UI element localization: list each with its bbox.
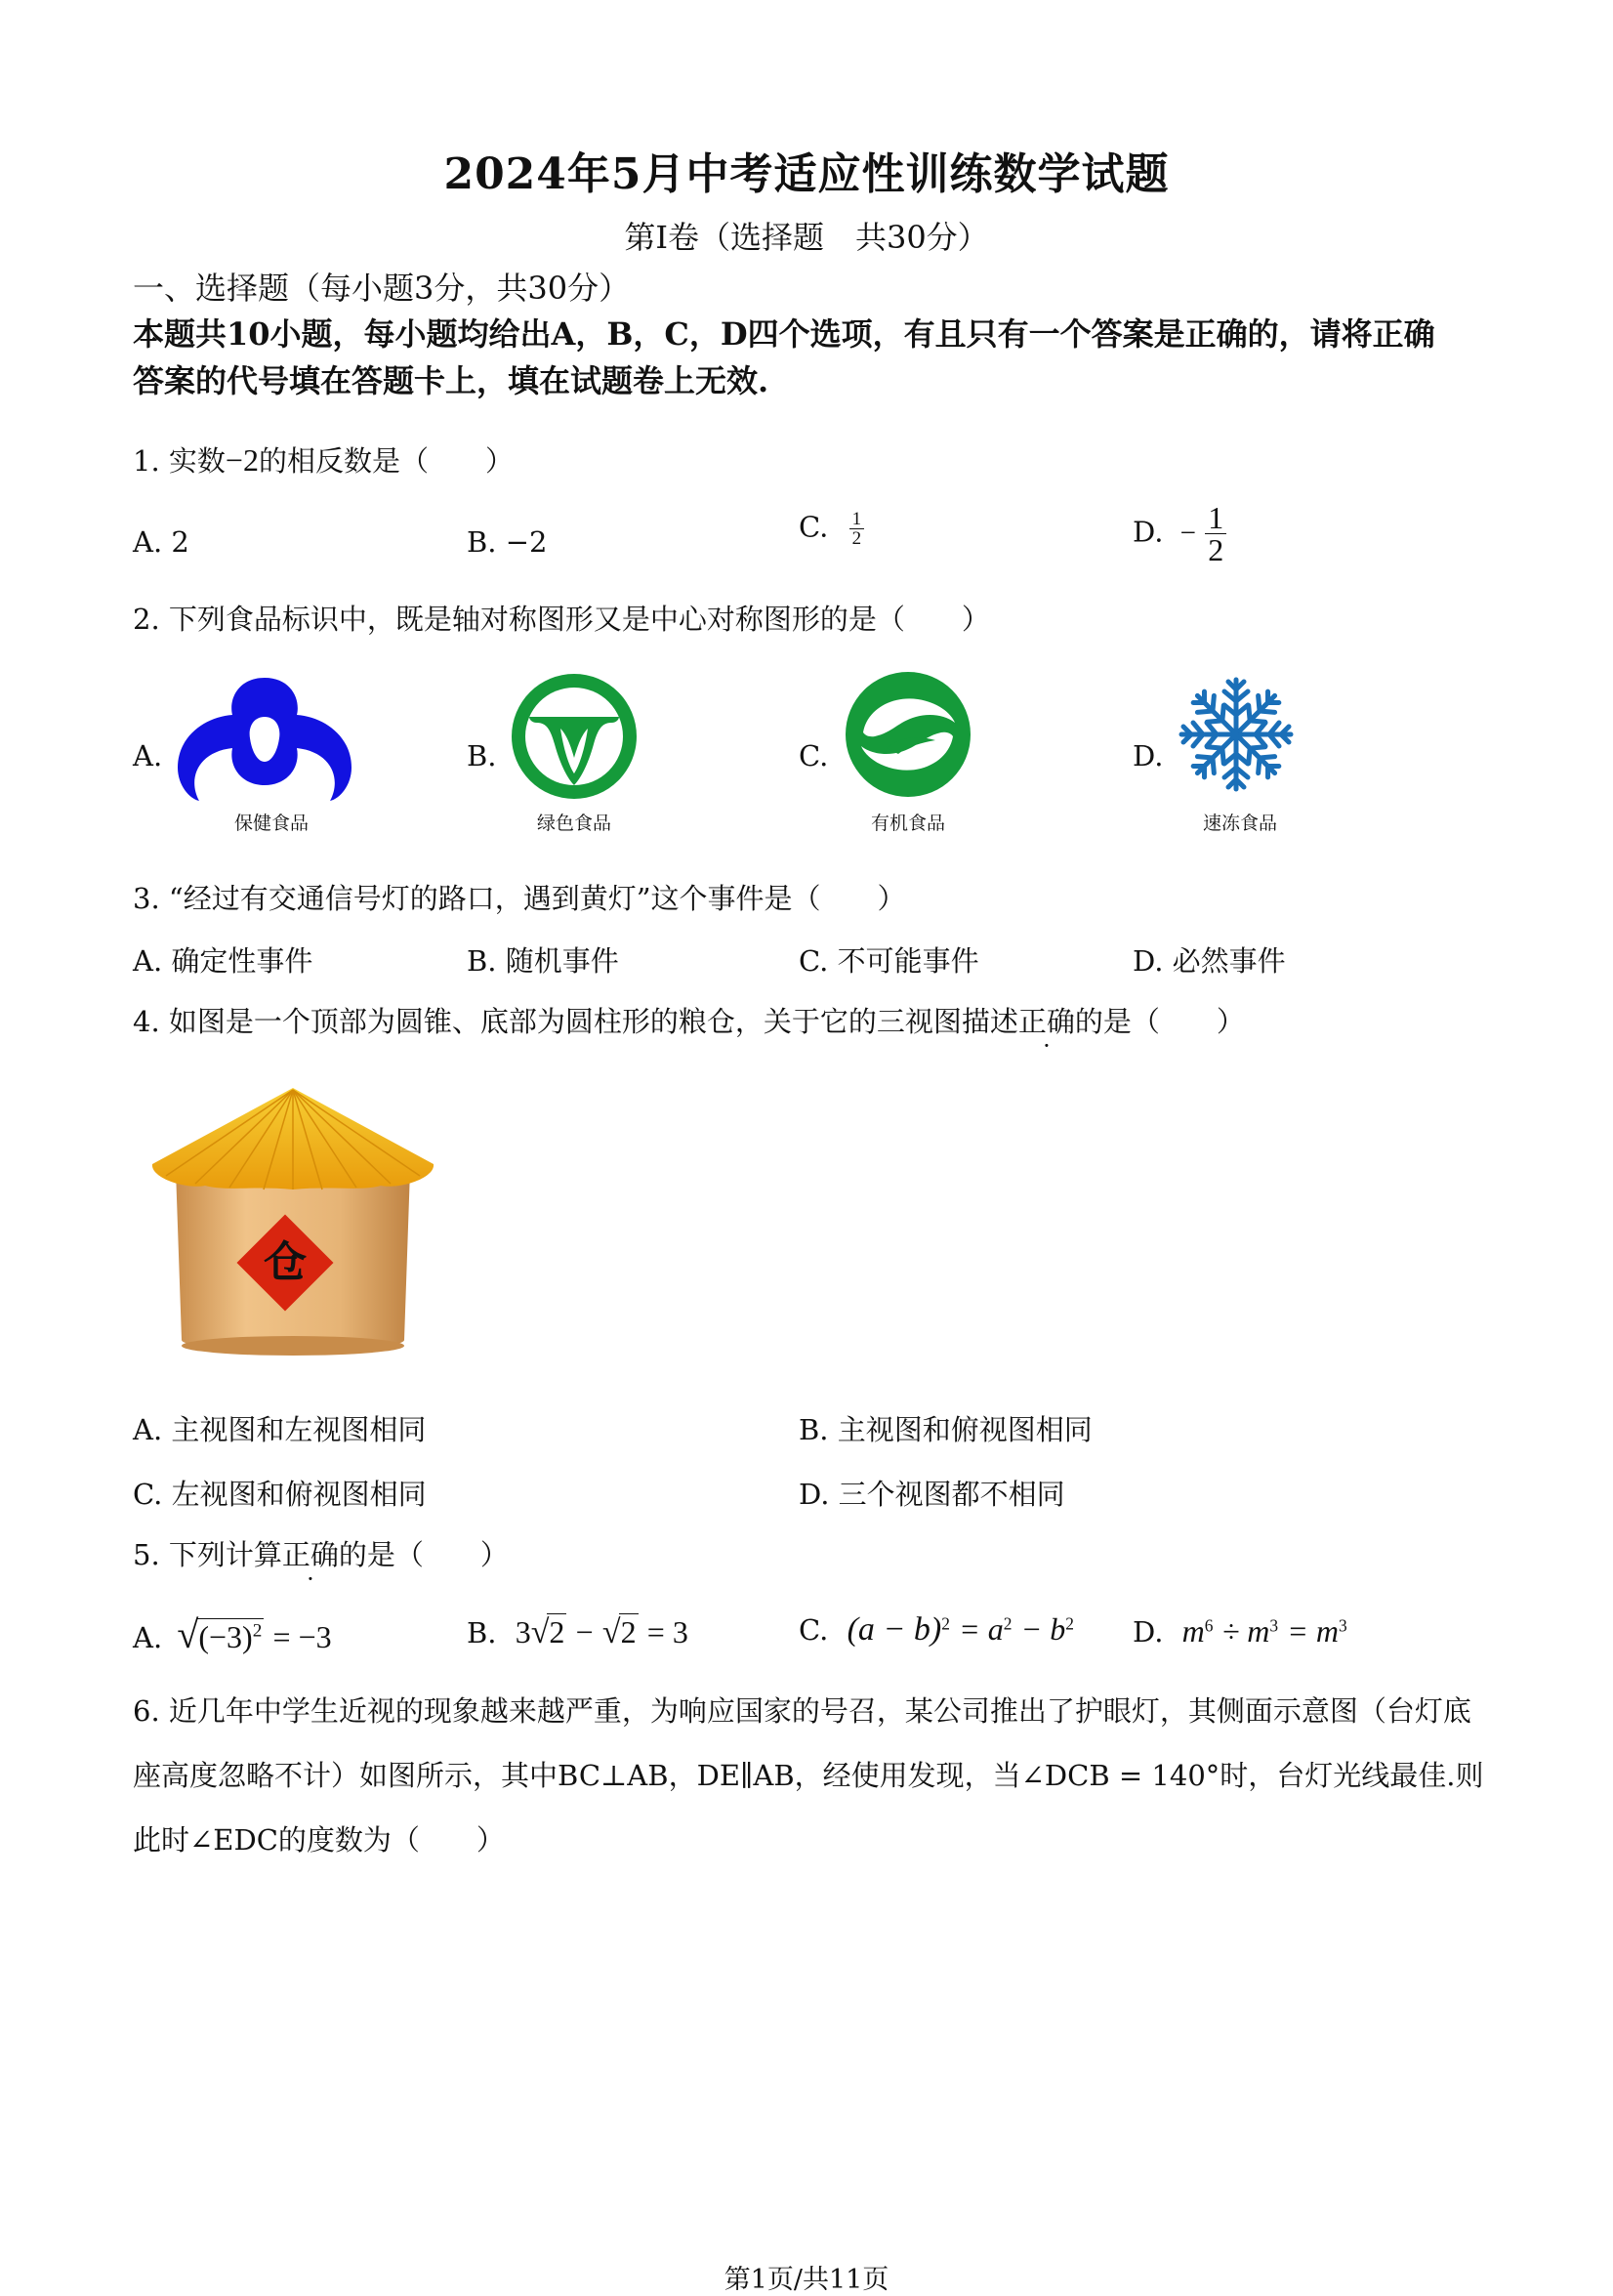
question-4	[133, 1000, 1245, 1040]
q2-option-c-label[interactable]: C.	[799, 739, 829, 772]
q5-text-emphasis: 正确	[281, 1538, 339, 1571]
q5-option-b[interactable]	[467, 1613, 688, 1651]
q2-option-b-caption: 绿色食品	[536, 813, 611, 834]
q4-option-d[interactable]: D. 三个视图都不相同	[799, 1478, 1065, 1511]
q1-value: −2	[225, 442, 259, 478]
q5-a-rhs: = −3	[272, 1619, 332, 1654]
q3-option-d[interactable]: D. 必然事件	[1133, 944, 1286, 978]
q5-c-lhs: (a − b)	[847, 1611, 942, 1648]
health-food-logo-icon	[172, 670, 357, 807]
q5-text-after: 的是（ ）	[338, 1538, 509, 1571]
fraction-denominator: 2	[1208, 532, 1224, 567]
green-food-logo-icon	[510, 672, 639, 801]
question-3: 3. “经过有交通信号灯的路口，遇到黄灯”这个事件是（ ）	[133, 882, 906, 915]
q3-option-b[interactable]: B. 随机事件	[467, 944, 619, 978]
q2-option-a-caption: 保健食品	[233, 813, 309, 834]
q5-d-div: ÷ m	[1221, 1613, 1270, 1649]
q5-d-e3: 3	[1338, 1615, 1347, 1636]
question-5	[133, 1533, 509, 1573]
q1-option-d-fraction	[1205, 502, 1226, 565]
page-subtitle: 第Ⅰ卷（选择题 共30分）	[624, 219, 989, 256]
fraction-numerator: 1	[1205, 502, 1226, 534]
q5-b-rhs: = 3	[646, 1614, 688, 1649]
q5-option-c[interactable]	[799, 1611, 1074, 1649]
q4-text-emphasis: 正确	[1017, 1005, 1075, 1038]
q4-option-c[interactable]: C. 左视图和俯视图相同	[133, 1478, 427, 1511]
page-footer: 第1页/共11页	[724, 2265, 889, 2295]
radical-sign-icon: √	[530, 1614, 550, 1650]
q3-option-a[interactable]: A. 确定性事件	[133, 944, 313, 978]
question-2: 2. 下列食品标识中，既是轴对称图形又是中心对称图形的是（ ）	[133, 603, 990, 636]
q5-d-m: m	[1181, 1613, 1205, 1649]
granary-sign-text: 仓	[264, 1237, 307, 1287]
q5-b-minus: −	[575, 1614, 594, 1649]
q4-option-b[interactable]: B. 主视图和俯视图相同	[799, 1413, 1093, 1446]
q5-c-exp3: 2	[1065, 1613, 1074, 1634]
q5-option-d-label: D.	[1133, 1615, 1164, 1649]
section-heading: 一、选择题（每小题3分，共30分）	[133, 270, 631, 307]
q1-option-d[interactable]	[1133, 502, 1226, 565]
instructions	[133, 311, 1500, 404]
radical-sign-icon: √	[601, 1614, 621, 1650]
q4-text-before: 4. 如图是一个顶部为圆锥、底部为圆柱形的粮仓，关于它的三视图描述	[133, 1005, 1018, 1038]
q1-option-d-label: D.	[1133, 515, 1164, 549]
q2-option-d-label[interactable]: D.	[1133, 739, 1164, 772]
q5-b-coef: 3	[515, 1614, 531, 1649]
q5-b-radicand-2: 2	[620, 1614, 637, 1649]
q1-option-c[interactable]	[799, 510, 864, 548]
radical-sign-icon: √	[177, 1612, 199, 1656]
organic-food-logo-icon	[844, 670, 972, 799]
fraction-denominator: 2	[851, 528, 862, 549]
q4-option-a[interactable]: A. 主视图和左视图相同	[133, 1413, 427, 1446]
q5-a-inner: (−3)	[198, 1619, 253, 1654]
q5-option-a[interactable]	[133, 1611, 332, 1657]
q5-d-e1: 6	[1204, 1615, 1214, 1636]
q5-c-minus: − b	[1020, 1611, 1066, 1647]
q5-a-exponent: 2	[252, 1620, 263, 1642]
instructions-line-1: 本题共10小题，每小题均给出A，B，C，D四个选项，有且只有一个答案是正确的，请将正确	[133, 315, 1435, 353]
instructions-line-2: 答案的代号填在答题卡上，填在试题卷上无效.	[133, 362, 769, 399]
q2-option-a-label[interactable]: A.	[133, 739, 163, 772]
q5-c-eq: = a	[959, 1611, 1004, 1647]
q5-d-e2: 3	[1269, 1615, 1279, 1636]
question-6-line-2: 座高度忽略不计）如图所示，其中BC⊥AB，DE∥AB，经使用发现，当∠DCB = 140°时，台灯光线最佳.则	[133, 1759, 1484, 1792]
q1-option-c-fraction	[849, 510, 865, 548]
q5-b-radicand: 2	[549, 1614, 565, 1649]
q1-option-b[interactable]: B. −2	[467, 525, 548, 559]
q2-option-b-label[interactable]: B.	[467, 739, 497, 772]
q5-option-d[interactable]	[1133, 1613, 1347, 1649]
q1-suffix: 的相反数是（ ）	[258, 444, 514, 478]
q5-a-radicand	[196, 1618, 264, 1655]
q5-c-exp2: 2	[1003, 1613, 1013, 1634]
q1-prefix: 1. 实数	[133, 444, 226, 478]
q5-c-exp: 2	[941, 1613, 950, 1634]
q2-option-d-caption: 速冻食品	[1202, 813, 1277, 834]
q5-text-before: 5. 下列计算	[133, 1538, 282, 1571]
page-title: 2024年5月中考适应性训练数学试题	[443, 149, 1170, 199]
frozen-food-logo-icon	[1176, 674, 1297, 795]
q3-option-c[interactable]: C. 不可能事件	[799, 944, 979, 978]
question-6-line-3: 此时∠EDC的度数为（ ）	[133, 1823, 505, 1857]
q2-option-c-caption: 有机食品	[870, 813, 945, 834]
question-6-line-1: 6. 近几年中学生近视的现象越来越严重，为响应国家的号召，某公司推出了护眼灯，其侧面示意图（台灯底	[133, 1694, 1471, 1728]
q5-option-b-label: B.	[467, 1616, 497, 1649]
q5-option-a-label: A.	[133, 1621, 163, 1654]
q5-d-eq: = m	[1287, 1613, 1339, 1649]
fraction-numerator: 1	[849, 510, 865, 529]
granary-illustration	[146, 1084, 439, 1359]
q1-option-d-sign: −	[1179, 517, 1197, 549]
question-1	[133, 439, 514, 480]
q1-option-a[interactable]: A. 2	[133, 525, 189, 559]
q5-option-c-label: C.	[799, 1613, 829, 1647]
q4-text-after: 的是（ ）	[1074, 1005, 1245, 1038]
q1-option-c-label: C.	[799, 510, 829, 544]
